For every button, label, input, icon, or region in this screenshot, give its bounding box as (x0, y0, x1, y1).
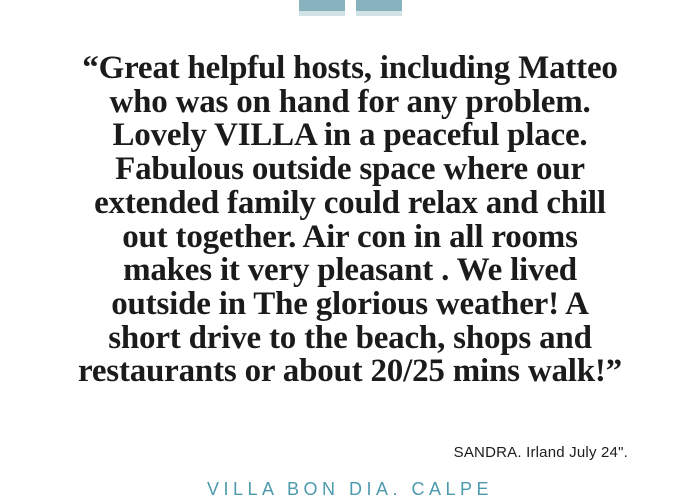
quotation-marks-icon (0, 0, 700, 16)
quote-mark-right-block (356, 0, 402, 11)
quote-line: out together. Air con in all rooms (122, 218, 578, 255)
quote-line: Fabulous outside space where our (115, 151, 585, 188)
quote-line: short drive to the beach, shops and (108, 319, 592, 356)
quote-mark-left-icon (299, 0, 345, 16)
quote-line: restaurants or about 20/25 mins walk!” (78, 353, 622, 390)
quote-line: “Great helpful hosts, including Matteo (82, 50, 618, 86)
quote-mark-right-shadow (356, 11, 402, 16)
reviewer-attribution: SANDRA. Irland July 24". (453, 444, 628, 461)
quote-mark-left-shadow (299, 11, 345, 16)
quote-line: who was on hand for any problem. (109, 83, 591, 120)
quote-line: makes it very pleasant . We lived (123, 252, 577, 289)
quote-line: Lovely VILLA in a peaceful place. (112, 117, 588, 154)
quote-mark-left-block (299, 0, 345, 11)
quote-line: outside in The glorious weather! A (111, 285, 589, 322)
testimonial-quote (0, 52, 700, 389)
villa-name-footer: VILLA BON DIA. CALPE (206, 479, 494, 499)
quote-line: extended family could relax and chill (94, 184, 606, 221)
quote-mark-right-icon (356, 0, 402, 16)
